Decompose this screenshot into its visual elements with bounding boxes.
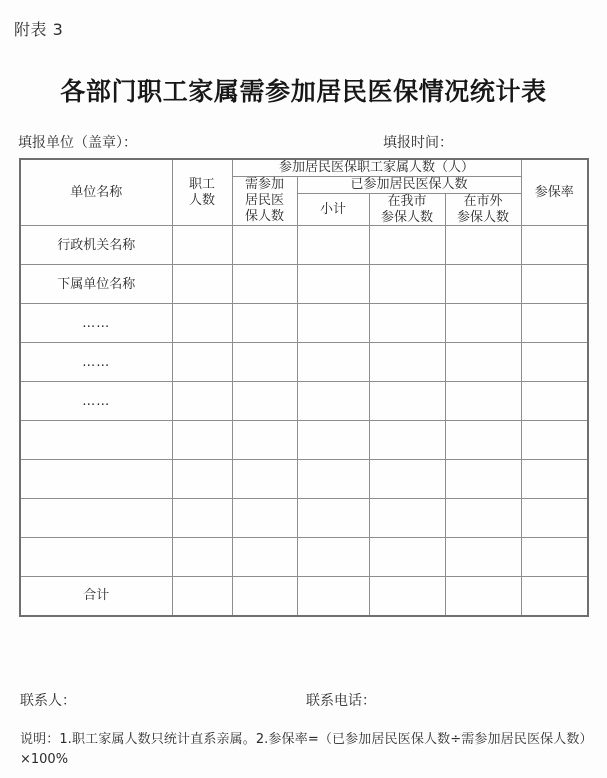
table-row <box>20 265 588 304</box>
contact-phone-label: 联系电话： <box>306 693 376 709</box>
data-cell[interactable] <box>172 382 232 421</box>
reporting-unit-label: 填报单位（盖章）： <box>18 135 137 151</box>
data-cell[interactable] <box>445 421 521 460</box>
header-out-city-line1: 在市外 <box>463 193 503 209</box>
data-cell[interactable] <box>521 343 588 382</box>
table-body <box>20 226 588 616</box>
data-cell[interactable] <box>369 343 445 382</box>
table-row <box>20 304 588 343</box>
header-in-city-line1: 在我市 <box>387 193 427 209</box>
table-row <box>20 499 588 538</box>
data-cell[interactable] <box>172 304 232 343</box>
row-label-cell[interactable]: 合计 <box>20 577 172 616</box>
data-cell[interactable] <box>445 499 521 538</box>
data-cell[interactable] <box>521 460 588 499</box>
row-label-cell[interactable]: …… <box>20 304 172 343</box>
data-cell[interactable] <box>369 421 445 460</box>
header-subtotal: 小计 <box>297 193 369 226</box>
data-cell[interactable] <box>445 577 521 616</box>
contact-row <box>20 690 589 710</box>
header-employee-count-line2: 人数 <box>188 192 215 208</box>
table-row <box>20 382 588 421</box>
data-cell[interactable] <box>369 460 445 499</box>
data-cell[interactable] <box>172 421 232 460</box>
header-coverage-rate: 参保率 <box>521 159 588 226</box>
row-label-cell[interactable]: …… <box>20 343 172 382</box>
data-cell[interactable] <box>521 226 588 265</box>
header-in-city-line2: 参保人数 <box>380 209 433 225</box>
data-cell[interactable] <box>445 538 521 577</box>
data-cell[interactable] <box>445 343 521 382</box>
contact-person-label: 联系人： <box>20 693 76 709</box>
table-row <box>20 421 588 460</box>
data-cell[interactable] <box>232 304 297 343</box>
header-in-city <box>369 193 445 226</box>
data-cell[interactable] <box>369 226 445 265</box>
header-employee-count <box>172 159 232 226</box>
data-cell[interactable] <box>297 421 369 460</box>
data-cell[interactable] <box>445 460 521 499</box>
statistics-table <box>19 158 589 617</box>
data-cell[interactable] <box>369 538 445 577</box>
data-cell[interactable] <box>445 265 521 304</box>
row-label-cell[interactable]: 行政机关名称 <box>20 226 172 265</box>
data-cell[interactable] <box>297 226 369 265</box>
data-cell[interactable] <box>297 382 369 421</box>
data-cell[interactable] <box>521 421 588 460</box>
data-cell[interactable] <box>445 382 521 421</box>
row-label-cell[interactable]: …… <box>20 382 172 421</box>
data-cell[interactable] <box>172 265 232 304</box>
table-header <box>20 159 588 226</box>
header-already-joined: 已参加居民医保人数 <box>297 176 521 193</box>
header-need-join-line2: 居民医 <box>244 193 284 209</box>
header-employee-count-line1: 职工 <box>188 176 215 192</box>
data-cell[interactable] <box>445 304 521 343</box>
data-cell[interactable] <box>297 577 369 616</box>
data-cell[interactable] <box>232 538 297 577</box>
data-cell[interactable] <box>232 460 297 499</box>
table-row <box>20 343 588 382</box>
data-cell[interactable] <box>521 499 588 538</box>
data-cell[interactable] <box>297 343 369 382</box>
meta-row <box>18 132 589 152</box>
data-cell[interactable] <box>172 460 232 499</box>
data-cell[interactable] <box>297 499 369 538</box>
data-cell[interactable] <box>172 343 232 382</box>
header-need-join <box>232 176 297 226</box>
data-cell[interactable] <box>445 226 521 265</box>
table-row <box>20 538 588 577</box>
data-cell[interactable] <box>521 577 588 616</box>
data-cell[interactable] <box>232 382 297 421</box>
page-title: 各部门职工家属需参加居民医保情况统计表 <box>60 77 547 106</box>
row-label-cell[interactable] <box>20 421 172 460</box>
data-cell[interactable] <box>232 499 297 538</box>
data-cell[interactable] <box>172 499 232 538</box>
data-cell[interactable] <box>232 577 297 616</box>
data-cell[interactable] <box>369 265 445 304</box>
data-cell[interactable] <box>369 304 445 343</box>
header-unit-name: 单位名称 <box>20 159 172 226</box>
data-cell[interactable] <box>521 382 588 421</box>
data-cell[interactable] <box>172 226 232 265</box>
data-cell[interactable] <box>369 499 445 538</box>
table-row <box>20 460 588 499</box>
data-cell[interactable] <box>232 265 297 304</box>
data-cell[interactable] <box>369 382 445 421</box>
header-out-city <box>445 193 521 226</box>
reporting-date-label: 填报时间： <box>383 135 453 151</box>
row-label-cell[interactable]: 下属单位名称 <box>20 265 172 304</box>
data-cell[interactable] <box>172 538 232 577</box>
data-cell[interactable] <box>297 538 369 577</box>
header-group-title: 参加居民医保职工家属人数（人） <box>232 159 521 176</box>
data-cell[interactable] <box>521 265 588 304</box>
data-cell[interactable] <box>297 265 369 304</box>
attachment-tag: 附表 3 <box>14 20 64 39</box>
data-cell[interactable] <box>369 577 445 616</box>
note-text: 说明：1.职工家属人数只统计直系亲属。2.参保率=（已参加居民医保人数÷需参加居民医保人数）×100% <box>20 732 586 768</box>
data-cell[interactable] <box>172 577 232 616</box>
data-cell[interactable] <box>521 304 588 343</box>
header-out-city-line2: 参保人数 <box>457 209 510 225</box>
row-label-cell[interactable] <box>20 538 172 577</box>
data-cell[interactable] <box>232 343 297 382</box>
table-row <box>20 577 588 616</box>
table-row <box>20 226 588 265</box>
data-cell[interactable] <box>232 226 297 265</box>
statistics-table-wrapper <box>19 158 587 617</box>
data-cell[interactable] <box>521 538 588 577</box>
row-label-cell[interactable] <box>20 499 172 538</box>
header-need-join-line3: 保人数 <box>244 209 284 225</box>
data-cell[interactable] <box>232 421 297 460</box>
header-need-join-line1: 需参加 <box>244 177 284 193</box>
data-cell[interactable] <box>297 460 369 499</box>
row-label-cell[interactable] <box>20 460 172 499</box>
header-row-1 <box>20 159 588 176</box>
data-cell[interactable] <box>297 304 369 343</box>
